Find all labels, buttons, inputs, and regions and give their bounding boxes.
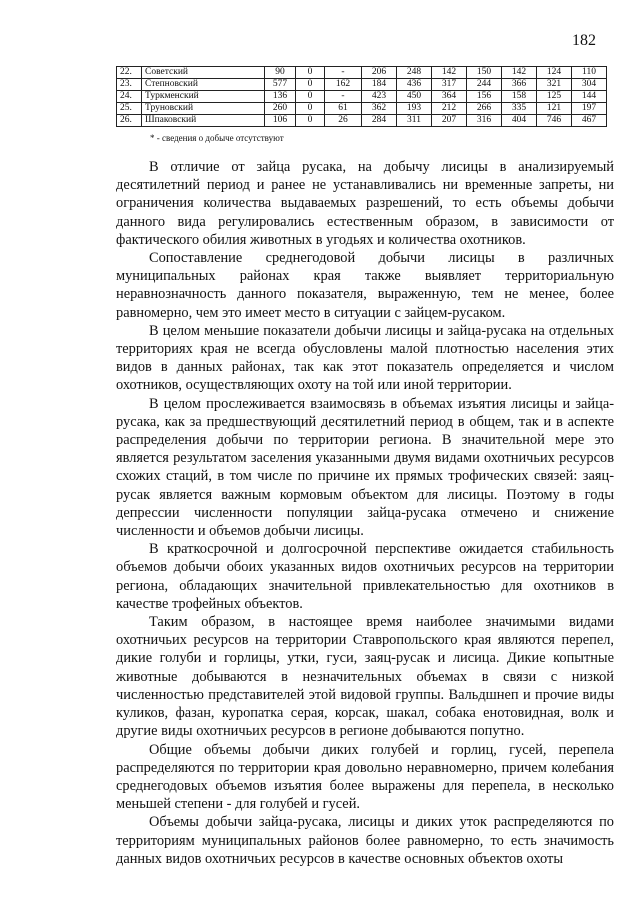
value-cell: 266 (467, 103, 502, 115)
table-row (117, 91, 607, 103)
harvest-table (116, 66, 607, 127)
table-row (117, 79, 607, 91)
value-cell: 142 (432, 67, 467, 79)
value-cell: 316 (467, 115, 502, 127)
paragraph: В целом меньшие показатели добычи лисицы и зайца-русака на отдельных территориях края не всегда обусловлены малой плотностью населения этих видов в данных районах, так как этот показатель определяется и числом охотников, осуществляющих охоту на той или иной территории. (116, 322, 614, 394)
value-cell: 284 (362, 115, 397, 127)
value-cell: 142 (502, 67, 537, 79)
value-cell: 335 (502, 103, 537, 115)
district-name-cell: Туркменский (142, 91, 265, 103)
value-cell: 162 (325, 79, 362, 91)
row-number-cell: 25. (117, 103, 142, 115)
value-cell: 144 (572, 91, 607, 103)
value-cell: 260 (265, 103, 296, 115)
value-cell: 746 (537, 115, 572, 127)
value-cell: 121 (537, 103, 572, 115)
district-name-cell: Труновский (142, 103, 265, 115)
value-cell: 311 (397, 115, 432, 127)
row-number-cell: 23. (117, 79, 142, 91)
page-number: 182 (572, 32, 596, 49)
district-name-cell: Степновский (142, 79, 265, 91)
value-cell: 0 (296, 103, 325, 115)
value-cell: - (325, 91, 362, 103)
value-cell: - (325, 67, 362, 79)
table-row (117, 103, 607, 115)
value-cell: 61 (325, 103, 362, 115)
value-cell: 26 (325, 115, 362, 127)
value-cell: 197 (572, 103, 607, 115)
table-row (117, 115, 607, 127)
paragraph: Сопоставление среднегодовой добычи лисицы в различных муниципальных районах края также выявляет территориальную неравнозначность данного показателя, выраженную, тем не менее, более равномерно, чем это имеет место в ситуации с зайцем-русаком. (116, 250, 614, 321)
value-cell: 136 (265, 91, 296, 103)
table-row (117, 67, 607, 79)
text-body (116, 158, 614, 868)
row-number-cell: 26. (117, 115, 142, 127)
value-cell: 206 (362, 67, 397, 79)
value-cell: 0 (296, 79, 325, 91)
value-cell: 321 (537, 79, 572, 91)
value-cell: 366 (502, 79, 537, 91)
paragraph: Таким образом, в настоящее время наиболее значимыми видами охотничьих ресурсов на территории Ставропольского края являются перепел, дикие голуби и горлицы, утки, гуси, заяц-русак и лисица. Дикие копытные животные добываются в незначительных объемах в связи с низкой численностью представителей этой видовой группы. Вальдшнеп и прочие виды куликов, фазан, куропатка серая, корсак, шакал, собака енотовидная, волк и другие виды охотничьих ресурсов в регионе добываются попутно. (116, 614, 614, 740)
table-footnote: * - сведения о добыче отсутствуют (150, 133, 284, 143)
district-name-cell: Шпаковский (142, 115, 265, 127)
value-cell: 244 (467, 79, 502, 91)
value-cell: 193 (397, 103, 432, 115)
value-cell: 0 (296, 67, 325, 79)
row-number-cell: 22. (117, 67, 142, 79)
value-cell: 184 (362, 79, 397, 91)
value-cell: 450 (397, 91, 432, 103)
value-cell: 207 (432, 115, 467, 127)
paragraph: В краткосрочной и долгосрочной перспективе ожидается стабильность объемов добычи обоих указанных видов охотничьих ресурсов на территории региона, обладающих значительной привлекательностью для охотников в качестве трофейных объектов. (116, 541, 614, 612)
value-cell: 423 (362, 91, 397, 103)
value-cell: 317 (432, 79, 467, 91)
value-cell: 156 (467, 91, 502, 103)
value-cell: 150 (467, 67, 502, 79)
paragraph: Объемы добычи зайца-русака, лисицы и диких уток распределяются по территориям муниципальных районов более равномерно, то есть значимость данных видов охотничьих ресурсов в качестве основных объектов охоты (116, 814, 614, 867)
value-cell: 125 (537, 91, 572, 103)
value-cell: 0 (296, 115, 325, 127)
paragraph: В отличие от зайца русака, на добычу лисицы в анализируемый десятилетний период и ранее не устанавливались ни временные запреты, ни ограничения количества выдаваемых разрешений, то есть объемы добычи данного вида регулировались естественным образом, в зависимости от фактического обилия животных в угодьях и количества охотников. (116, 159, 614, 248)
value-cell: 248 (397, 67, 432, 79)
value-cell: 106 (265, 115, 296, 127)
value-cell: 404 (502, 115, 537, 127)
value-cell: 124 (537, 67, 572, 79)
value-cell: 304 (572, 79, 607, 91)
value-cell: 90 (265, 67, 296, 79)
value-cell: 577 (265, 79, 296, 91)
row-number-cell: 24. (117, 91, 142, 103)
paragraph: Общие объемы добычи диких голубей и горлиц, гусей, перепела распределяются по территории края довольно неравномерно, причем колебания среднегодовых объемов изъятия более выражены для перепела, в несколько меньшей степени - для голубей и гусей. (116, 741, 614, 813)
value-cell: 364 (432, 91, 467, 103)
paragraph: В целом прослеживается взаимосвязь в объемах изъятия лисицы и зайца-русака, как за предшествующий десятилетний период в общем, так и в аспекте распределения добычи по территории региона. В значительной мере это является результатом заселения указанными двумя видами охотничьих ресурсов схожих стаций, в том числе по причине их прямых трофических связей: заяц-русак является важным кормовым объектом для лисицы. Поэтому в годы депрессии численности популяции зайца-русака отмечено и снижение численности и объемов добычи лисицы. (116, 395, 614, 540)
value-cell: 158 (502, 91, 537, 103)
value-cell: 467 (572, 115, 607, 127)
value-cell: 212 (432, 103, 467, 115)
value-cell: 110 (572, 67, 607, 79)
value-cell: 362 (362, 103, 397, 115)
value-cell: 436 (397, 79, 432, 91)
district-name-cell: Советский (142, 67, 265, 79)
value-cell: 0 (296, 91, 325, 103)
